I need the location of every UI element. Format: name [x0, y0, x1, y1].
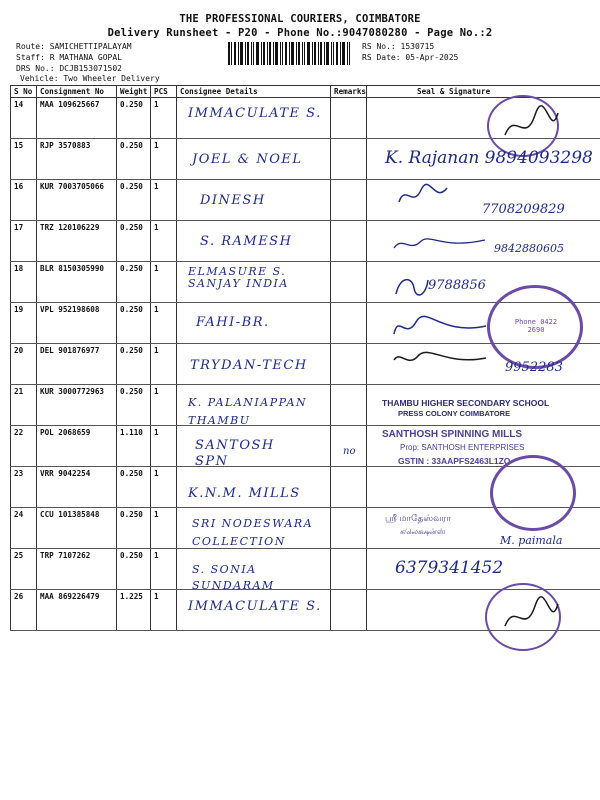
route-label: Route: SAMICHETTIPALAYAM [16, 42, 132, 51]
cell-sno: 23 [11, 467, 37, 508]
cell-remarks [331, 467, 367, 508]
consignee-handwriting: DINESH [200, 193, 266, 208]
cell-weight: 0.250 [117, 467, 151, 508]
signature-handwriting: 7708209829 [482, 202, 565, 217]
signature-scribble [500, 105, 560, 145]
cell-weight: 0.250 [117, 262, 151, 303]
cell-pcs: 1 [151, 426, 177, 467]
cell-consignment-no: TRZ 120106229 [37, 221, 117, 262]
cell-consignment-no: KUR 3000772963 [37, 385, 117, 426]
mills-stamp-line: Prop: SANTHOSH ENTERPRISES [400, 443, 525, 452]
cell-pcs: 1 [151, 549, 177, 590]
col-header-pcs: PCS [151, 86, 177, 98]
cell-weight: 0.250 [117, 180, 151, 221]
cell-pcs: 1 [151, 344, 177, 385]
cell-pcs: 1 [151, 508, 177, 549]
cell-remarks [331, 139, 367, 180]
cell-weight: 0.250 [117, 549, 151, 590]
signature-handwriting: 9952283 [505, 360, 563, 375]
school-stamp-line: THAMBU HIGHER SECONDARY SCHOOL [382, 398, 550, 408]
consignee-handwriting: SANTOSH SPN [195, 438, 275, 469]
cell-sno: 17 [11, 221, 37, 262]
signature-scribble [395, 182, 475, 210]
consignee-handwriting: S. RAMESH [200, 234, 293, 249]
signature-scribble [500, 596, 560, 636]
runsheet-title: Delivery Runsheet - P20 - Phone No.:9047080280 - Page No.:2 [107, 27, 493, 39]
consignee-handwriting: S. SONIA SUNDARAM [192, 563, 275, 592]
cell-sno: 19 [11, 303, 37, 344]
cell-weight: 0.250 [117, 221, 151, 262]
cell-pcs: 1 [151, 139, 177, 180]
cell-weight: 0.250 [117, 303, 151, 344]
consignee-handwriting: IMMACULATE S. [188, 106, 322, 121]
cell-pcs: 1 [151, 262, 177, 303]
consignee-handwriting: IMMACULATE S. [188, 599, 322, 614]
cell-remarks [331, 303, 367, 344]
cell-consignment-no: VRR 9042254 [37, 467, 117, 508]
cell-weight: 0.250 [117, 508, 151, 549]
cell-remarks [331, 221, 367, 262]
cell-seal-signature [367, 590, 600, 631]
mills-stamp-line: GSTIN : 33AAPFS2463L1ZO [398, 456, 511, 466]
signature-scribble [390, 232, 490, 256]
cell-remarks [331, 180, 367, 221]
staff-label: Staff: R MATHANA GOPAL [16, 53, 122, 62]
cell-weight: 0.250 [117, 98, 151, 139]
cell-consignment-no: TRP 7107262 [37, 549, 117, 590]
cell-sno: 15 [11, 139, 37, 180]
consignee-handwriting: K.N.M. MILLS [188, 486, 301, 501]
tamil-stamp-line: கலெக்ஷன்ஸ் [400, 527, 446, 536]
consignee-handwriting: JOEL & NOEL [192, 152, 303, 167]
cell-pcs: 1 [151, 385, 177, 426]
knm-round-stamp [490, 455, 576, 531]
cell-consignment-no: KUR 7003705066 [37, 180, 117, 221]
cell-remarks [331, 344, 367, 385]
cell-sno: 20 [11, 344, 37, 385]
cell-sno: 16 [11, 180, 37, 221]
stamp-text: Phone 0422 2690 [514, 318, 558, 334]
vehicle-label: Vehicle: Two Wheeler Delivery [20, 74, 160, 83]
cell-consignment-no: RJP 3570883 [37, 139, 117, 180]
rs-number: RS No.: 1530715 [362, 42, 435, 51]
consignee-handwriting: K. PALANIAPPAN THAMBU [188, 396, 308, 427]
cell-consignment-no: BLR 8150305990 [37, 262, 117, 303]
col-header-consignment: Consignment No [37, 86, 117, 98]
cell-sno: 18 [11, 262, 37, 303]
cell-weight: 1.225 [117, 590, 151, 631]
signature-handwriting: 9842880605 [494, 242, 564, 255]
cell-sno: 26 [11, 590, 37, 631]
cell-weight: 1.110 [117, 426, 151, 467]
consignee-handwriting: FAHI-BR. [196, 315, 270, 330]
cell-seal-signature [367, 98, 600, 139]
company-title: THE PROFESSIONAL COURIERS, COIMBATORE [179, 13, 421, 25]
cell-remarks [331, 98, 367, 139]
remark-handwriting: no [343, 446, 356, 457]
cell-consignment-no: VPL 952198608 [37, 303, 117, 344]
consignee-handwriting: TRYDAN-TECH [190, 358, 308, 373]
col-header-weight: Weight [117, 86, 151, 98]
cell-sno: 21 [11, 385, 37, 426]
mills-stamp-line: SANTHOSH SPINNING MILLS [382, 429, 523, 440]
cell-pcs: 1 [151, 180, 177, 221]
cell-weight: 0.250 [117, 385, 151, 426]
cell-consignment-no: CCU 101385848 [37, 508, 117, 549]
consignee-handwriting: SRI NODESWARA COLLECTION [192, 517, 314, 548]
fahi-round-stamp [487, 285, 583, 369]
cell-pcs: 1 [151, 221, 177, 262]
cell-consignment-no: DEL 901876977 [37, 344, 117, 385]
signature-handwriting: 9788856 [428, 278, 486, 293]
signature-handwriting: K. Rajanan 9894093298 [385, 148, 593, 168]
signature-handwriting: 6379341452 [395, 558, 504, 578]
signature-scribble [390, 312, 490, 342]
table-row [11, 221, 600, 262]
rs-date: RS Date: 05-Apr-2025 [362, 53, 459, 62]
school-stamp-line: PRESS COLONY COIMBATORE [398, 409, 511, 418]
col-header-consignee: Consignee Details [177, 86, 331, 98]
cell-sno: 22 [11, 426, 37, 467]
drs-label: DRS No.: DCJB153071502 [16, 64, 122, 73]
cell-remarks [331, 549, 367, 590]
cell-consignment-no: POL 2068659 [37, 426, 117, 467]
signature-scribble [392, 272, 432, 302]
col-header-sno: S No [11, 86, 37, 98]
cell-weight: 0.250 [117, 344, 151, 385]
cell-consignment-no: MAA 869226479 [37, 590, 117, 631]
tamil-stamp-line: ஸ்ரீ மாதேஸ்வரா [385, 513, 452, 523]
cell-sno: 24 [11, 508, 37, 549]
col-header-remarks: Remarks [331, 86, 367, 98]
consignee-handwriting: ELMASURE S. SANJAY INDIA [188, 265, 289, 290]
col-header-seal-signature: Seal & Signature [367, 86, 600, 98]
signature-handwriting: M. paimala [500, 534, 563, 547]
cell-pcs: 1 [151, 467, 177, 508]
cell-pcs: 1 [151, 590, 177, 631]
cell-weight: 0.250 [117, 139, 151, 180]
barcode-image [228, 42, 350, 65]
cell-sno: 14 [11, 98, 37, 139]
cell-sno: 25 [11, 549, 37, 590]
cell-pcs: 1 [151, 303, 177, 344]
cell-pcs: 1 [151, 98, 177, 139]
cell-consignment-no: MAA 109625667 [37, 98, 117, 139]
signature-scribble [390, 348, 490, 372]
